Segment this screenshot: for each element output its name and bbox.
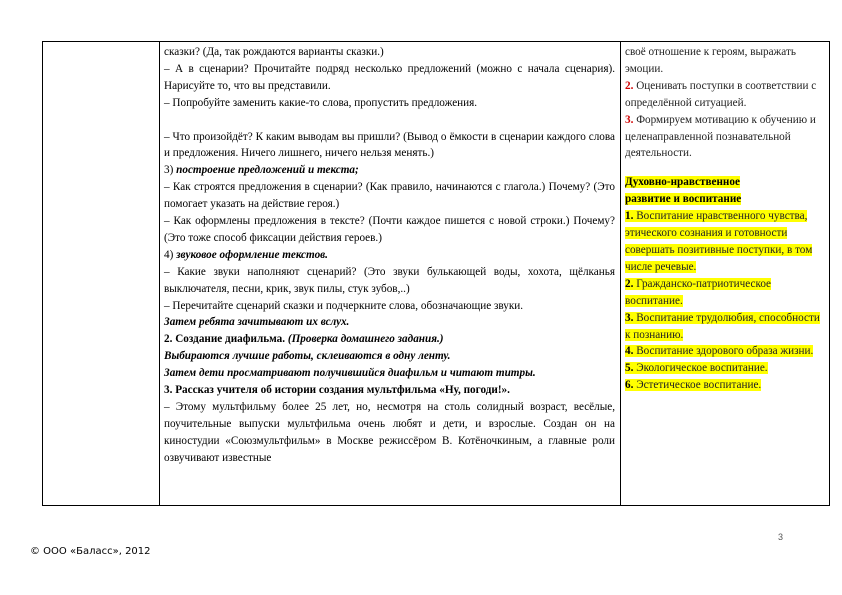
read-aloud-note: Затем ребята зачитывают их вслух. <box>164 316 350 329</box>
upbringing-item: 3. Воспитание трудолюбия, способности к познанию. <box>625 311 820 341</box>
text-line: – Как оформлены предложения в тексте? (Почти каждое пишется с новой строки.) Почему? (Это тоже способ фиксации действия героев.) <box>164 215 615 244</box>
text-line: – Как строятся предложения в сценарии? (Как правило, начинаются с глагола.) Почему? (Это помогает указать на действие героя.) <box>164 181 615 211</box>
text-line: – А в сценарии? Прочитайте подряд несколько предложений (можно с начала сценария). Нарисуйте то, что вы представили. <box>164 62 615 92</box>
text-line: Затем дети просматривают получившийся диафильм и читают титры. <box>164 367 536 380</box>
table-border-right <box>829 42 830 505</box>
section-3-heading: 3. Рассказ учителя об истории создания мультфильма «Ну, погоди!». <box>164 384 510 397</box>
upbringing-heading: Духовно-нравственное развитие и воспитание <box>625 176 742 206</box>
lesson-content-column <box>164 44 615 467</box>
text-line: – Этому мультфильму более 25 лет, но, несмотря на столь солидный возраст, весёлые, поучительные выпуски мультфильма очень любят и дети, и взрослые. Создан он на киностудии «Союзмультфильм» в Москве режиссёром В. Котёночкиным, а главные роли озвучивают известные <box>164 401 615 464</box>
text-line: Выбираются лучшие работы, склеиваются в одну ленту. <box>164 350 451 363</box>
table-divider-1 <box>159 42 160 505</box>
table-divider-2 <box>620 42 621 505</box>
page-number: 3 <box>778 532 784 542</box>
outcome-intro: своё отношение к героям, выражать эмоции. <box>625 46 796 75</box>
text-line: – Перечитайте сценарий сказки и подчеркните слова, обозначающие звуки. <box>164 299 524 312</box>
upbringing-item: 1. Воспитание нравственного чувства, этического сознания и готовности совершать позитивные поступки, в том числе речевые. <box>625 210 813 273</box>
upbringing-item: 2. Гражданско-патриотическое воспитание. <box>625 277 772 307</box>
lesson-table <box>42 41 830 506</box>
item-4-heading: 4) звуковое оформление текстов. <box>164 248 328 261</box>
text-line: – Попробуйте заменить какие-то слова, пропустить предложения. <box>164 96 478 109</box>
upbringing-item: 4. Воспитание здорового образа жизни. <box>625 345 814 358</box>
upbringing-item: 6. Эстетическое воспитание. <box>625 379 762 392</box>
table-border-left <box>42 42 43 505</box>
outcome-item: 2. Оценивать поступки в соответствии с определённой ситуацией. <box>625 79 817 109</box>
text-line: – Какие звуки наполняют сценарий? (Это звуки булькающей воды, хохота, щёлканья выключателя, песни, крик, звук пилы, стук зубов,..) <box>164 265 615 295</box>
section-2-heading: 2. Создание диафильма. (Проверка домашнего задания.) <box>164 333 444 346</box>
outcomes-column <box>625 44 825 394</box>
upbringing-item: 5. Экологическое воспитание. <box>625 362 768 375</box>
outcome-item: 3. Формируем мотивацию к обучению и целенаправленной познавательной деятельности. <box>625 113 816 160</box>
copyright-footer: © ООО «Баласс», 2012 <box>30 546 151 557</box>
text-line: сказки? (Да, так рождаются варианты сказки.) <box>164 46 384 58</box>
item-3-heading: 3) построение предложений и текста; <box>164 164 359 177</box>
text-line: – Что произойдёт? К каким выводам вы пришли? (Вывод о ёмкости в сценарии каждого слова и предложения. Ничего лишнего, ничего нельзя менять.) <box>164 130 615 160</box>
